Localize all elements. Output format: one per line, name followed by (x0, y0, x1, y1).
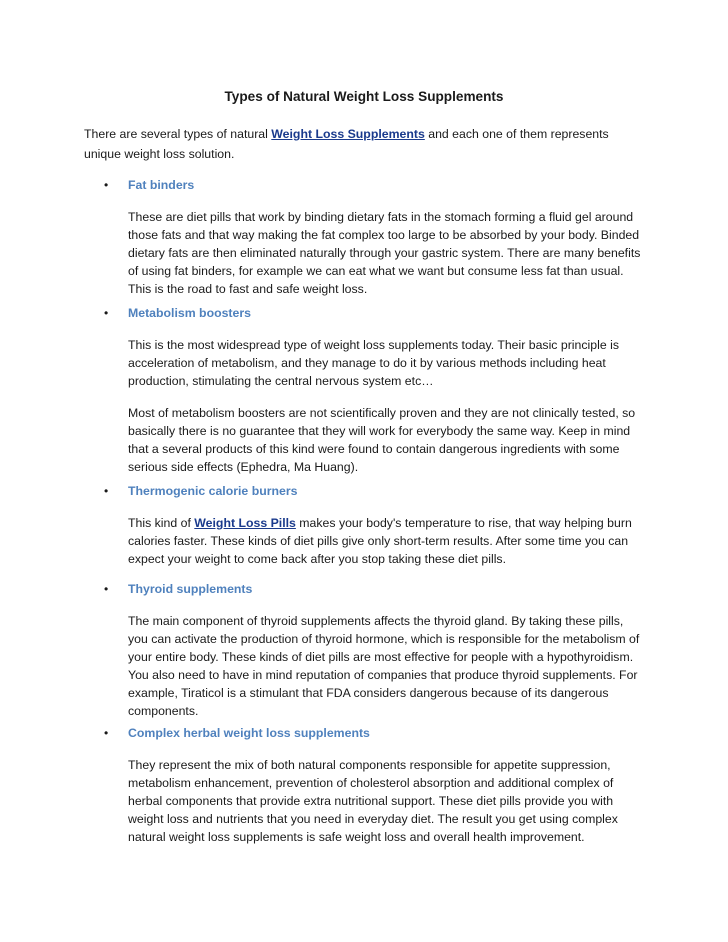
bullet-icon: • (104, 178, 109, 192)
section-heading: Thermogenic calorie burners (128, 484, 298, 498)
section-paragraph: Most of metabolism boosters are not scientifically proven and they are not clinically tested, so basically there is no guarantee that they will work for everybody the same way. Keep in mind that a several products of this kind were found to contain dangerous ingredients with some serious side effects (Ephedra, Ma Huang). (128, 406, 636, 474)
intro-paragraph (84, 124, 644, 164)
intro-text-after: and each one of them represents unique weight loss solution. (84, 127, 609, 161)
section-paragraph (128, 514, 644, 568)
section-heading: Fat binders (128, 178, 195, 192)
section-paragraph: They represent the mix of both natural components responsible for appetite suppression, metabolism enhancement, prevention of cholesterol absorption and additional complex of herbal components that provide extra nutritional support. These diet pills provide you with weight loss and nutrients that you need in everyday diet. The result you get using complex natural weight loss supplements is safe weight loss and overall health improvement. (128, 758, 618, 844)
paragraph-text-before: This kind of (128, 516, 195, 530)
paragraph-text-after: makes your body's temperature to rise, that way helping burn calories faster. These kinds of diet pills give only short-term results. After some time you can expect your weight to come back after you stop taking these diet pills. (128, 516, 632, 566)
section-heading: Complex herbal weight loss supplements (128, 726, 370, 740)
weight-loss-supplements-link[interactable]: Weight Loss Supplements (271, 127, 425, 141)
bullet-icon: • (104, 582, 109, 596)
intro-text-before: There are several types of natural (84, 127, 272, 141)
section-paragraph: The main component of thyroid supplements affects the thyroid gland. By taking these pills, you can activate the production of thyroid hormone, which is responsible for the metabolism of your entire body. These kinds of diet pills are most effective for people with a hypothyroidism. You also need to have in mind reputation of companies that produce thyroid supplements. For example, Tiraticol is a stimulant that FDA considers dangerous because of its dangerous components. (128, 614, 640, 718)
section-paragraph: These are diet pills that work by binding dietary fats in the stomach forming a fluid gel around those fats and that way making the fat complex too large to be absorbed by your body. Binded dietary fats are then eliminated naturally through your gastric system. There are many benefits of using fat binders, for example we can eat what we want but consume less fat than usual. This is the road to fast and safe weight loss. (128, 210, 641, 296)
bullet-icon: • (104, 726, 109, 740)
bullet-icon: • (104, 484, 109, 498)
section-paragraph: This is the most widespread type of weight loss supplements today. Their basic principle is acceleration of metabolism, and they manage to do it by various methods including heat production, stimulating the central nervous system etc… (128, 338, 619, 388)
weight-loss-pills-link[interactable]: Weight Loss Pills (194, 516, 296, 530)
document-title: Types of Natural Weight Loss Supplements (224, 89, 504, 104)
bullet-icon: • (104, 306, 109, 320)
section-heading: Thyroid supplements (128, 582, 253, 596)
section-heading: Metabolism boosters (128, 306, 251, 320)
